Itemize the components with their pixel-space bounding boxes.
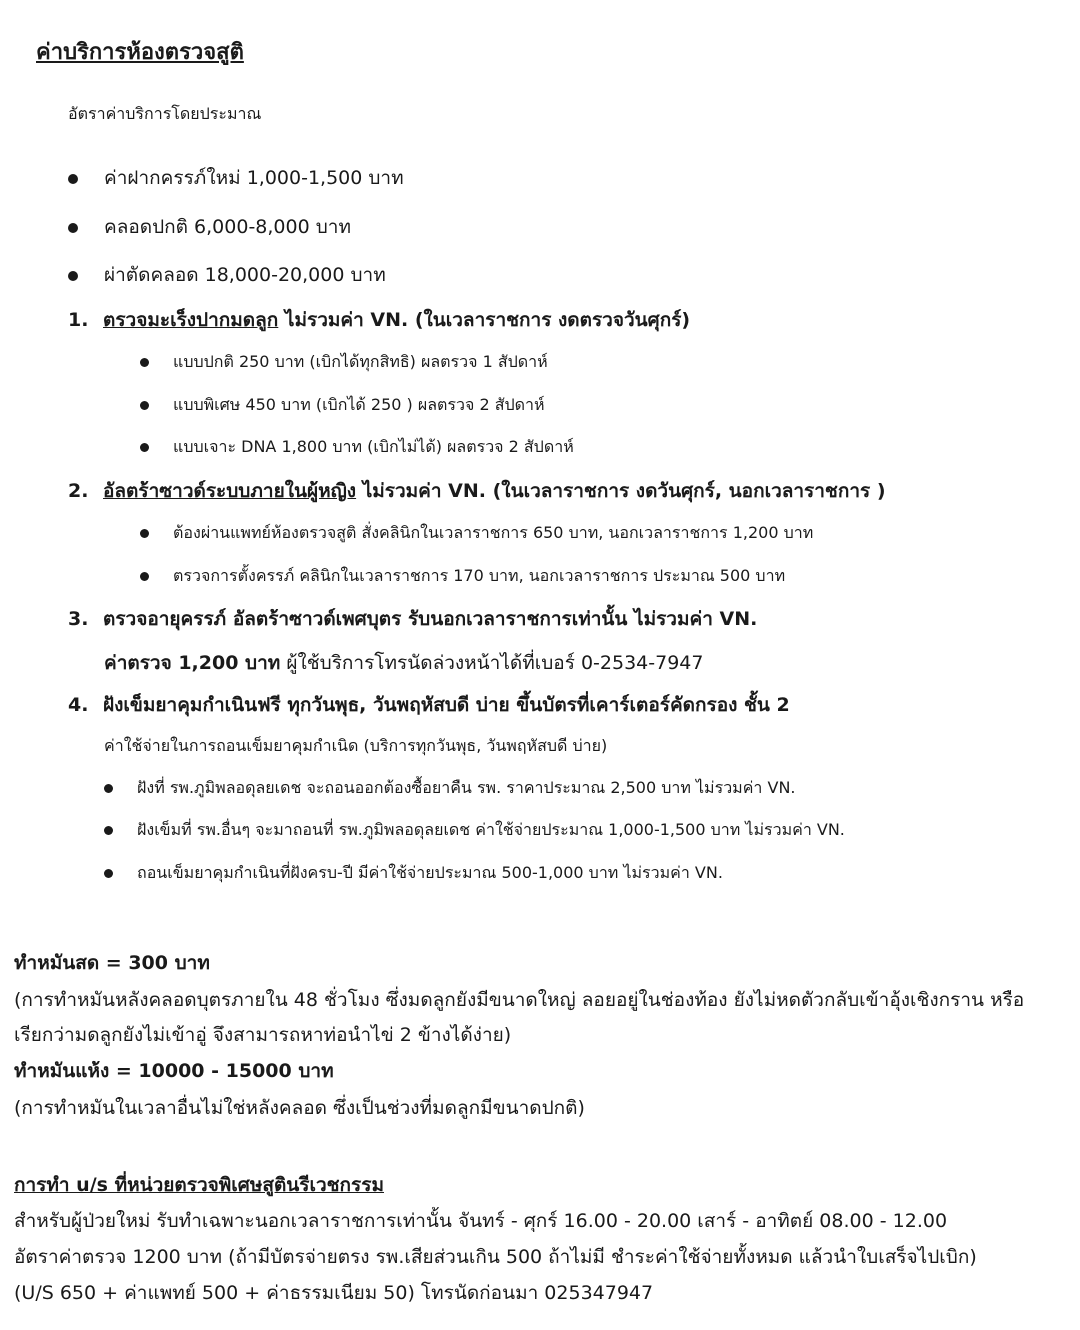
bullet-icon [68,271,78,281]
section-heading: 3. ตรวจอายุครรภ์ อัลตร้าซาวด์เพศบุตร รับนอกเวลาราชการเท่านั้น ไม่รวมค่า VN. [68,608,758,630]
list-item: ผ่าตัดคลอด 18,000-20,000 บาท [68,260,386,290]
list-item: แบบปกติ 250 บาท (เบิกได้ทุกสิทธิ) ผลตรวจ 1 สัปดาห์ [140,350,548,375]
section-heading: 4. ฝังเข็มยาคุมกำเนินฟรี ทุกวันพุธ, วันพฤหัสบดี บ่าย ขึ้นบัตรที่เคาร์เตอร์คัดกรอง ชั้น 2 [68,694,790,716]
bullet-icon [68,223,78,233]
bullet-icon [140,401,149,410]
dry-sterilization-desc: (การทำหมันในเวลาอื่นไม่ใช่หลังคลอด ซึ่งเป็นช่วงที่มดลูกมีขนาดปกติ) [14,1097,585,1119]
bullet-icon [140,443,149,452]
dry-sterilization-title: ทำหมันแห้ง = 10000 - 15000 บาท [14,1060,334,1082]
list-item: ฝังที่ รพ.ภูมิพลอดุลยเดช จะถอนออกต้องซื้อยาคืน รพ. ราคาประมาณ 2,500 บาท ไม่รวมค่า VN. [104,776,796,801]
bullet-icon [104,826,113,835]
list-item: ถอนเข็มยาคุมกำเนินที่ฝังครบ-ปี มีค่าใช้จ่ายประมาณ 500-1,000 บาท ไม่รวมค่า VN. [104,861,723,886]
fresh-sterilization-desc: เรียกว่ามดลูกยังไม่เข้าอู่ จึงสามารถหาท่อนำไข่ 2 ข้างได้ง่าย) [14,1024,512,1046]
list-item: ฝังเข็มที่ รพ.อื่นๆ จะมาถอนที่ รพ.ภูมิพลอดุลยเดช ค่าใช้จ่ายประมาณ 1,000-1,500 บาท ไม่รวมค่า VN. [104,818,845,843]
bullet-icon [140,529,149,538]
bullet-icon [68,174,78,184]
us-line: สำหรับผู้ป่วยใหม่ รับทำเฉพาะนอกเวลาราชการเท่านั้น จันทร์ - ศุกร์ 16.00 - 20.00 เสาร์ - อาทิตย์ 08.00 - 12.00 [14,1210,948,1232]
list-item: แบบเจาะ DNA 1,800 บาท (เบิกไม่ได้) ผลตรวจ 2 สัปดาห์ [140,435,574,460]
fresh-sterilization-desc: (การทำหมันหลังคลอดบุตรภายใน 48 ชั่วโมง ซึ่งมดลูกยังมีขนาดใหญ่ ลอยอยู่ในช่องท้อง ยังไม่หดตัวกลับเข้าอุ้งเชิงกราน หรือ [14,989,1025,1011]
bullet-icon [140,572,149,581]
us-line: อัตราค่าตรวจ 1200 บาท (ถ้ามีบัตรจ่ายตรง รพ.เสียส่วนเกิน 500 ถ้าไม่มี ชำระค่าใช้จ่ายทั้งหมด แล้วนำใบเสร็จไปเบิก) [14,1246,977,1268]
page-subtitle: อัตราค่าบริการโดยประมาณ [68,104,262,123]
section-heading: 2. อัลตร้าซาวด์ระบบภายในผู้หญิง ไม่รวมค่า VN. (ในเวลาราชการ งดวันศุกร์, นอกเวลาราชการ ) [68,480,886,502]
section-detail: ค่าตรวจ 1,200 บาท ผู้ใช้บริการโทรนัดล่วงหน้าได้ที่เบอร์ 0-2534-7947 [104,652,704,674]
list-item: คลอดปกติ 6,000-8,000 บาท [68,212,351,242]
bullet-icon [140,358,149,367]
list-item: ต้องผ่านแพทย์ห้องตรวจสูติ สั่งคลินิกในเวลาราชการ 650 บาท, นอกเวลาราชการ 1,200 บาท [140,521,813,546]
section-heading: 1. ตรวจมะเร็งปากมดลูก ไม่รวมค่า VN. (ในเวลาราชการ งดตรวจวันศุกร์) [68,309,691,331]
list-item: ค่าฝากครรภ์ใหม่ 1,000-1,500 บาท [68,163,404,193]
bullet-icon [104,869,113,878]
us-line: (U/S 650 + ค่าแพทย์ 500 + ค่าธรรมเนียม 50) โทรนัดก่อนมา 025347947 [14,1282,654,1304]
bullet-icon [104,784,113,793]
page-title: ค่าบริการห้องตรวจสูติ [36,40,244,65]
list-item: ตรวจการตั้งครรภ์ คลินิกในเวลาราชการ 170 บาท, นอกเวลาราชการ ประมาณ 500 บาท [140,564,785,589]
section-note: ค่าใช้จ่ายในการถอนเข็มยาคุมกำเนิด (บริการทุกวันพุธ, วันพฤหัสบดี บ่าย) [104,736,608,755]
fresh-sterilization-title: ทำหมันสด = 300 บาท [14,952,210,974]
list-item: แบบพิเศษ 450 บาท (เบิกได้ 250 ) ผลตรวจ 2 สัปดาห์ [140,393,545,418]
us-title: การทำ u/s ที่หน่วยตรวจพิเศษสูตินรีเวชกรรม [14,1174,384,1196]
